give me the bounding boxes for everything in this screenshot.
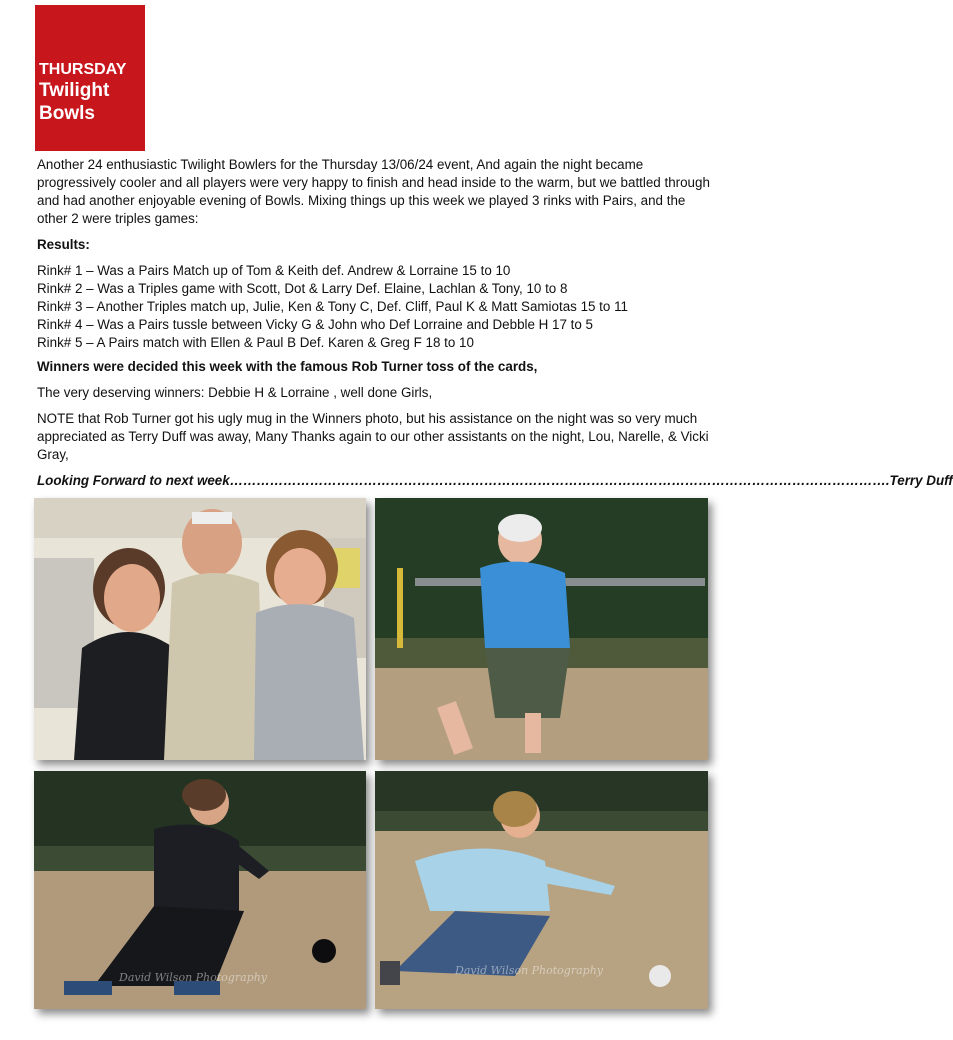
note-paragraph: NOTE that Rob Turner got his ugly mug in the Winners photo, but his assistance on the night was so very much appreciated as Terry Duff was away, Many Thanks again to our other assistants on the night, Lou, Narelle, & Vicki Gray, (37, 411, 709, 462)
photo-credit-watermark: David Wilson Photography (455, 964, 603, 977)
rink-result-3: Rink# 3 – Another Triples match up, Julie, Ken & Tony C, Def. Cliff, Paul K & Matt Samiotas 15 to 11 (37, 299, 628, 314)
bowler-photo-man (375, 498, 708, 760)
article-body (37, 156, 953, 498)
title-line-bowls: Bowls (39, 103, 95, 124)
title-block (35, 5, 145, 151)
signoff-line: Looking Forward to next week………………………………………………………………………………………………………………………………….Terry Duff (37, 473, 953, 488)
results-heading: Results: (37, 237, 90, 252)
bowler-photo-woman-blue (375, 771, 708, 1009)
title-line-twilight: Twilight (39, 80, 110, 101)
rink-result-4: Rink# 4 – Was a Pairs tussle between Vicky G & John who Def Lorraine and Debble H 17 to 5 (37, 317, 594, 332)
photo-credit-watermark: David Wilson Photography (119, 971, 267, 984)
winners-decided-line: Winners were decided this week with the famous Rob Turner toss of the cards, (37, 359, 538, 374)
rink-result-2: Rink# 2 – Was a Triples game with Scott, Dot & Larry Def. Elaine, Lachlan & Tony, 10 to 8 (37, 281, 568, 296)
intro-paragraph: Another 24 enthusiastic Twilight Bowlers for the Thursday 13/06/24 event, And again the night became progressively cooler and all players were very happy to finish and head inside to the warm, but we battled through and had another enjoyable evening of Bowls. Mixing things up this week we played 3 rinks with Pairs, and the other 2 were triples games: (37, 157, 710, 226)
winners-line: The very deserving winners: Debbie H & Lorraine , well done Girls, (37, 385, 433, 400)
bowler-photo-woman-black (34, 771, 366, 1009)
rink-results-list (37, 262, 717, 352)
rink-result-1: Rink# 1 – Was a Pairs Match up of Tom & Keith def. Andrew & Lorraine 15 to 10 (37, 263, 511, 278)
title-line-thursday: THURSDAY (39, 61, 127, 78)
rink-result-5: Rink# 5 – A Pairs match with Ellen & Paul B Def. Karen & Greg F 18 to 10 (37, 335, 474, 350)
winners-photo (34, 498, 366, 760)
